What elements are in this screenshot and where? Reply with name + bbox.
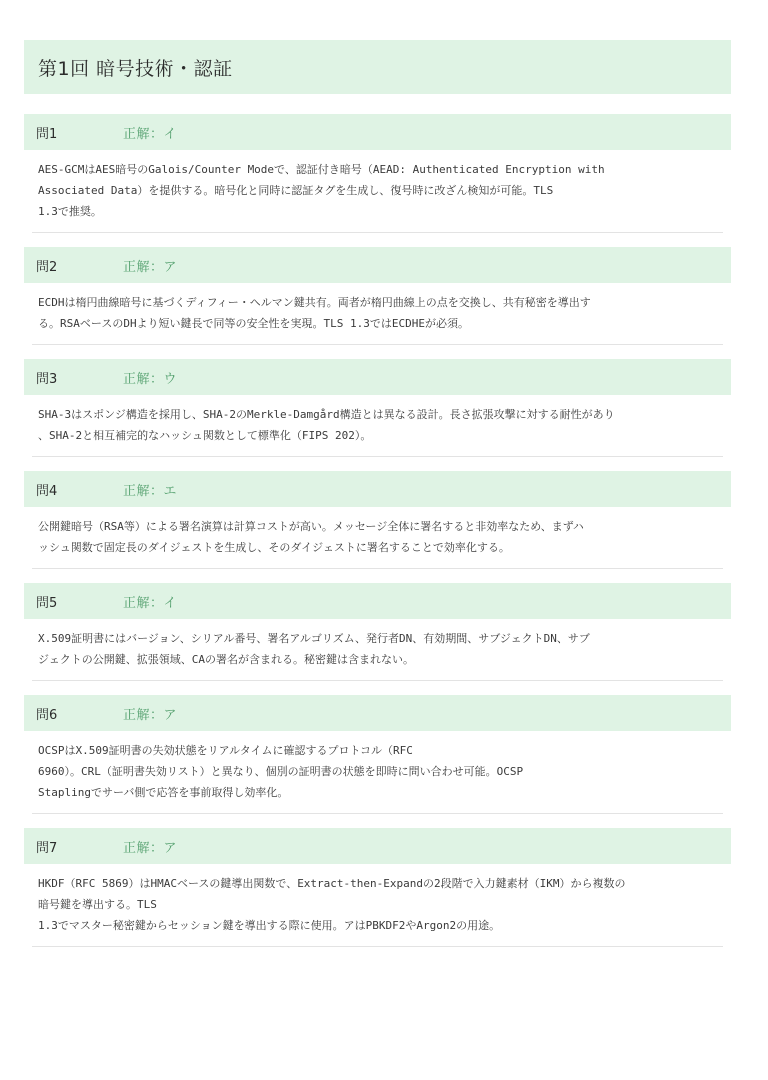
question-number: 問4	[36, 483, 58, 499]
question-explanation: AES-GCMはAES暗号のGalois/Counter Modeで、認証付き暗号（AEAD: Authenticated Encryption with Associated Data）を提供する。暗号化と同時に認証タグを生成し、復号時に改ざん検知が可能。TLS 1.3で推奨。	[32, 150, 723, 233]
question-block	[24, 247, 731, 345]
question-answer: 正解：イ	[123, 595, 178, 611]
question-explanation: SHA-3はスポンジ構造を採用し、SHA-2のMerkle-Damgård構造とは異なる設計。長さ拡張攻撃に対する耐性があり 、SHA-2と相互補完的なハッシュ関数として標準化（FIPS 202）。	[32, 395, 723, 457]
question-answer: 正解：エ	[123, 483, 178, 499]
question-header	[24, 114, 731, 150]
question-number: 問1	[36, 126, 58, 142]
question-explanation: OCSPはX.509証明書の失効状態をリアルタイムに確認するプロトコル（RFC 6960）。CRL（証明書失効リスト）と異なり、個別の証明書の状態を即時に問い合わせ可能。OCSP Staplingでサーバ側で応答を事前取得し効率化。	[32, 731, 723, 814]
question-explanation: HKDF（RFC 5869）はHMACベースの鍵導出関数で、Extract-then-Expandの2段階で入力鍵素材（IKM）から複数の 暗号鍵を導出する。TLS 1.3でマスター秘密鍵からセッション鍵を導出する際に使用。アはPBKDF2やArgon2の用途。	[32, 864, 723, 947]
answer-sheet	[24, 40, 731, 961]
question-answer: 正解：ウ	[123, 371, 178, 387]
question-answer: 正解：ア	[123, 259, 178, 275]
question-number: 問6	[36, 707, 58, 723]
page-title: 第1回 暗号技術・認証	[38, 57, 233, 80]
question-number: 問3	[36, 371, 58, 387]
question-block	[24, 471, 731, 569]
question-header	[24, 828, 731, 864]
question-list	[24, 114, 731, 947]
question-answer: 正解：ア	[123, 707, 178, 723]
question-block	[24, 583, 731, 681]
question-answer: 正解：イ	[123, 126, 178, 142]
title-bar	[24, 40, 731, 94]
question-header	[24, 695, 731, 731]
question-header	[24, 583, 731, 619]
question-header	[24, 471, 731, 507]
question-block	[24, 828, 731, 947]
question-number: 問5	[36, 595, 58, 611]
question-block	[24, 114, 731, 233]
question-explanation: ECDHは楕円曲線暗号に基づくディフィー・ヘルマン鍵共有。両者が楕円曲線上の点を交換し、共有秘密を導出す る。RSAベースのDHより短い鍵長で同等の安全性を実現。TLS 1.3ではECDHEが必須。	[32, 283, 723, 345]
question-explanation: 公開鍵暗号（RSA等）による署名演算は計算コストが高い。メッセージ全体に署名すると非効率なため、まずハ ッシュ関数で固定長のダイジェストを生成し、そのダイジェストに署名することで効率化する。	[32, 507, 723, 569]
question-answer: 正解：ア	[123, 840, 178, 856]
question-header	[24, 247, 731, 283]
question-block	[24, 695, 731, 814]
question-number: 問7	[36, 840, 58, 856]
question-number: 問2	[36, 259, 58, 275]
question-header	[24, 359, 731, 395]
question-block	[24, 359, 731, 457]
question-explanation: X.509証明書にはバージョン、シリアル番号、署名アルゴリズム、発行者DN、有効期間、サブジェクトDN、サブ ジェクトの公開鍵、拡張領域、CAの署名が含まれる。秘密鍵は含まれない。	[32, 619, 723, 681]
